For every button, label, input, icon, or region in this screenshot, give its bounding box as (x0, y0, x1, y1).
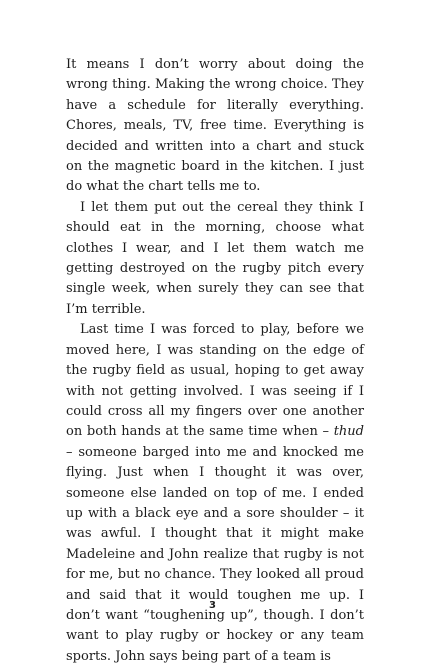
page-number: 3 (209, 600, 216, 611)
paragraph-3-text-end: – someone barged into me and knocked me flying. Just when I thought it was over, someone else landed on top of me. I ended up with a black eye and a sore shoulder – it was awful. I thought that it might make Madeleine and John realize that rugby is not for me, but no chance. They looked all proud and said that it would toughen me up. I don’t want “toughening up”, though. I don’t want to play rugby or hockey or any team sports. John says being part of a team is (66, 444, 364, 664)
body-text (66, 55, 364, 667)
paragraph-2 (66, 198, 364, 320)
paragraph-3-text-start: Last time I was forced to play, before we moved here, I was standing on the edge of the rugby field as usual, hoping to get away with not getting involved. I was seeing if I could cross all my fingers over one another on both hands at the same time when – (66, 322, 364, 440)
paragraph-2-text: I let them put out the cereal they think I should eat in the morning, choose what clothes I wear, and I let them watch me getting destroyed on the rugby pitch every single week, when surely they can see that I’m terrible. (66, 199, 364, 317)
paragraph-3 (66, 320, 364, 667)
paragraph-3-italic-thud: thud (333, 424, 364, 440)
paragraph-1-text: It means I don’t worry about doing the wrong thing. Making the wrong choice. They have a schedule for literally everything. Chores, meals, TV, free time. Everything is decided and written into a chart and stuck on the magnetic board in the kitchen. I just do what the chart tells me to. (66, 57, 364, 195)
paragraph-1 (66, 55, 364, 198)
